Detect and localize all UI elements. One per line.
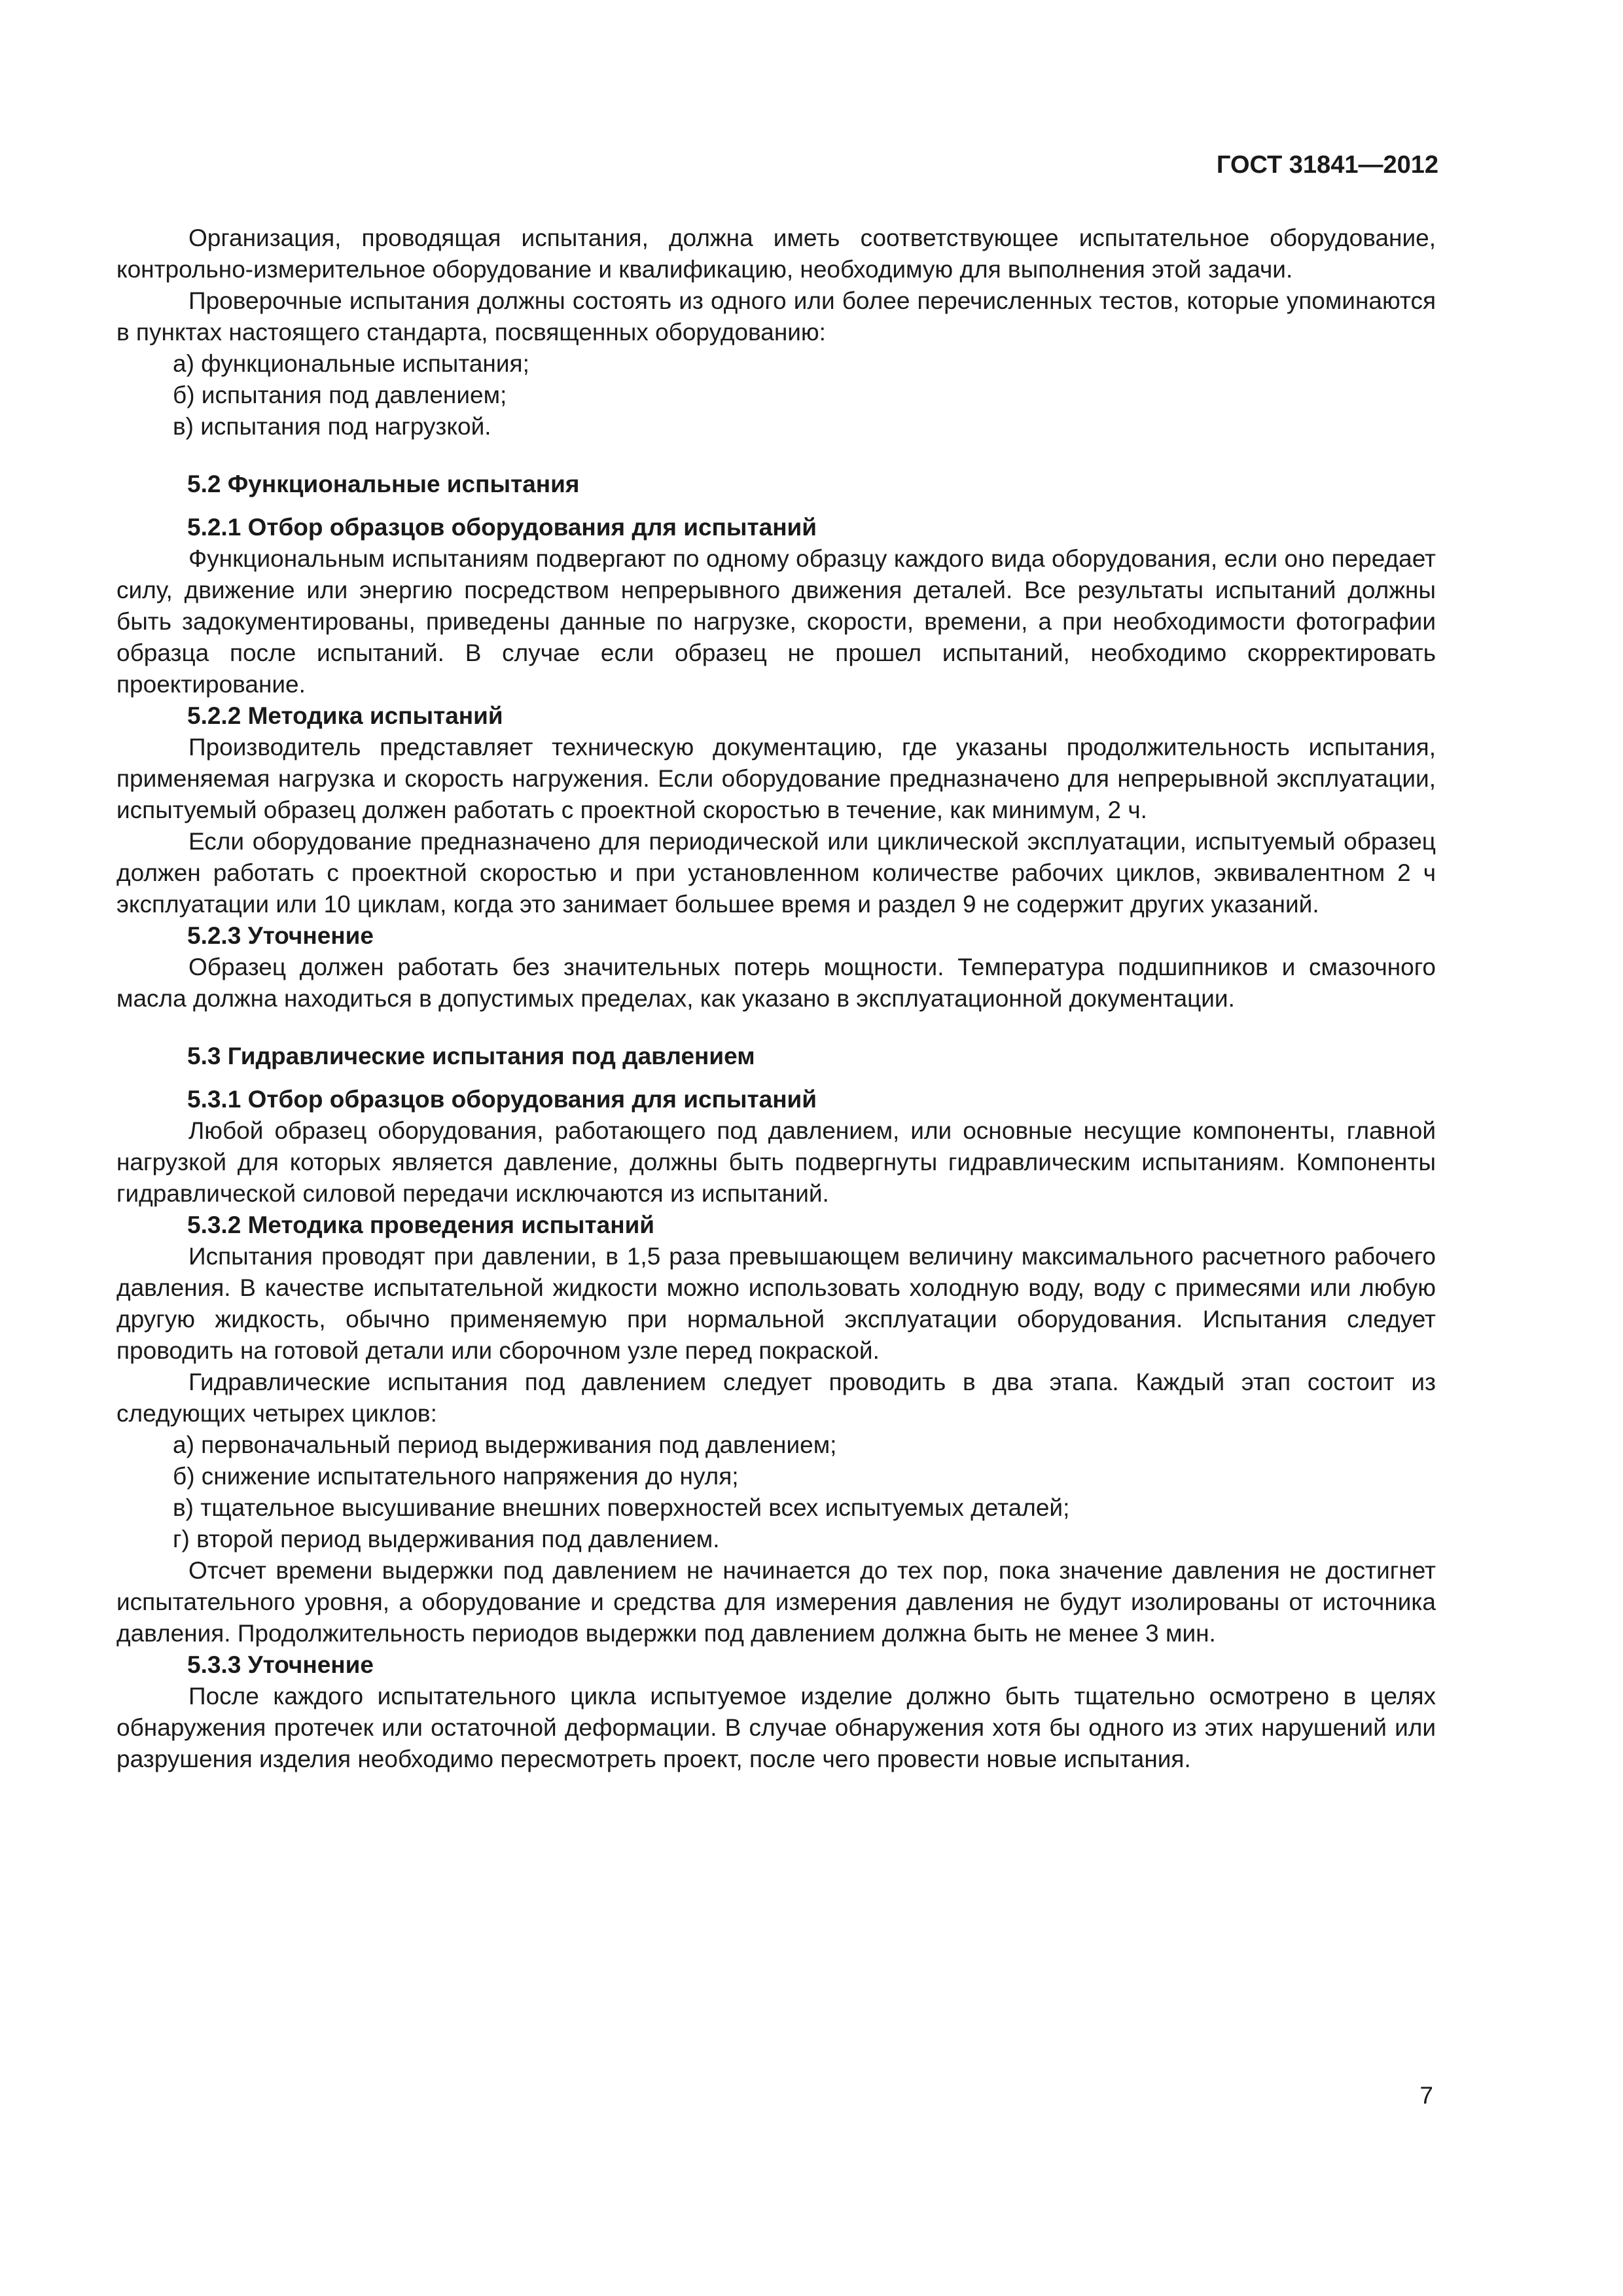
list-item: в) испытания под нагрузкой. <box>173 413 491 440</box>
paragraph: Гидравлические испытания под давлением следует проводить в два этапа. Каждый этап состоит из следующих четырех циклов: <box>116 1369 1436 1427</box>
list-item: а) функциональные испытания; <box>173 350 529 377</box>
section-heading-5-2: 5.2 Функциональные испытания <box>187 471 580 497</box>
paragraph: После каждого испытательного цикла испытуемое изделие должно быть тщательно осмотрено в целях обнаружения протечек или остаточной деформации. В случае обнаружения хотя бы одного из этих нарушений или разрушения изделия необходимо пересмотреть проект, после чего провести новые испытания. <box>116 1683 1436 1772</box>
list-item: б) испытания под давлением; <box>173 382 507 408</box>
paragraph: Производитель представляет техническую документацию, где указаны продолжительность испытания, применяемая нагрузка и скорость нагружения. Если оборудование предназначено для непрерывной эксплуатации, испытуемый образец должен работать с проектной скоростью в течение, как минимум, 2 ч. <box>116 734 1436 823</box>
subsection-heading-5-3-2: 5.3.2 Методика проведения испытаний <box>187 1211 655 1238</box>
paragraph: Испытания проводят при давлении, в 1,5 раза превышающем величину максимального расчетного рабочего давления. В качестве испытательной жидкости можно использовать холодную воду, воду с примесями или любую другую жидкость, обычно применяемую при нормальной эксплуатации оборудования. Испытания следует проводить на готовой детали или сборочном узле перед покраской. <box>116 1243 1436 1364</box>
subsection-heading-5-2-2: 5.2.2 Методика испытаний <box>187 702 503 729</box>
list-item: б) снижение испытательного напряжения до нуля; <box>173 1463 739 1490</box>
document-id-header: ГОСТ 31841—2012 <box>1216 151 1438 179</box>
page-number: 7 <box>1419 2082 1433 2109</box>
document-body <box>116 223 1436 1775</box>
subsection-heading-5-3-3: 5.3.3 Уточнение <box>187 1651 374 1678</box>
paragraph: Организация, проводящая испытания, должна иметь соответствующее испытательное оборудование, контрольно-измерительное оборудование и квалификацию, необходимую для выполнения этой задачи. <box>116 224 1436 283</box>
paragraph: Отсчет времени выдержки под давлением не начинается до тех пор, пока значение давления не достигнет испытательного уровня, а оборудование и средства для измерения давления не будут изолированы от источника давления. Продолжительность периодов выдержки под давлением должна быть не менее 3 мин. <box>116 1557 1436 1647</box>
subsection-heading-5-3-1: 5.3.1 Отбор образцов оборудования для испытаний <box>187 1086 817 1113</box>
paragraph: Функциональным испытаниям подвергают по одному образцу каждого вида оборудования, если оно передает силу, движение или энергию посредством непрерывного движения деталей. Все результаты испытаний должны быть задокументированы, приведены данные по нагрузке, скорости, времени, а при необходимости фотографии образца после испытаний. В случае если образец не прошел испытаний, необходимо скорректировать проектирование. <box>116 545 1436 698</box>
subsection-heading-5-2-1: 5.2.1 Отбор образцов оборудования для испытаний <box>187 514 817 541</box>
section-heading-5-3: 5.3 Гидравлические испытания под давлением <box>187 1043 755 1069</box>
paragraph: Если оборудование предназначено для периодической или циклической эксплуатации, испытуемый образец должен работать с проектной скоростью и при установленном количестве рабочих циклов, эквивалентном 2 ч эксплуатации или 10 циклам, когда это занимает большее время и раздел 9 не содержит других указаний. <box>116 828 1436 918</box>
list-item: а) первоначальный период выдерживания под давлением; <box>173 1431 837 1458</box>
list-item: в) тщательное высушивание внешних поверхностей всех испытуемых деталей; <box>173 1494 1070 1521</box>
paragraph: Образец должен работать без значительных потерь мощности. Температура подшипников и смазочного масла должна находиться в допустимых пределах, как указано в эксплуатационной документации. <box>116 954 1436 1012</box>
list-item: г) второй период выдерживания под давлением. <box>173 1526 720 1552</box>
subsection-heading-5-2-3: 5.2.3 Уточнение <box>187 922 374 949</box>
paragraph: Проверочные испытания должны состоять из одного или более перечисленных тестов, которые упоминаются в пунктах настоящего стандарта, посвященных оборудованию: <box>116 287 1436 346</box>
paragraph: Любой образец оборудования, работающего под давлением, или основные несущие компоненты, главной нагрузкой для которых является давление, должны быть подвергнуты гидравлическим испытаниям. Компоненты гидравлической силовой передачи исключаются из испытаний. <box>116 1117 1436 1207</box>
